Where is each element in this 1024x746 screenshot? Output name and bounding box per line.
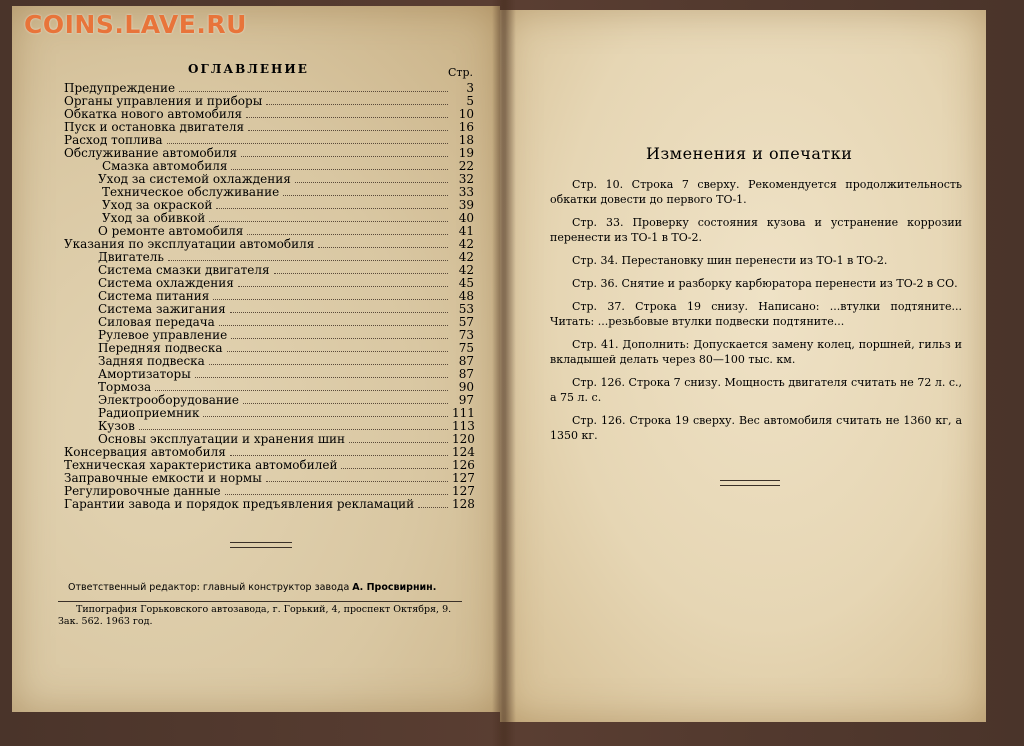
toc-entry-title: Уход за обивкой (102, 211, 206, 225)
toc-entry-title: Двигатель (98, 250, 164, 264)
toc-leader-dots (225, 494, 448, 495)
toc-entry-title: Основы эксплуатации и хранения шин (98, 432, 346, 446)
toc-leader-dots (349, 442, 448, 443)
toc-entry-title: Передняя подвеска (98, 341, 223, 355)
toc-leader-dots (241, 156, 448, 157)
toc-leader-dots (216, 208, 448, 209)
toc-leader-dots (219, 325, 448, 326)
toc-leader-dots (318, 247, 448, 248)
toc-entry-page: 127 (452, 484, 475, 498)
toc-entry-title: Гарантии завода и порядок предъявления рекламаций (64, 497, 415, 511)
toc-entry-page: 40 (458, 211, 474, 225)
toc-leader-dots (195, 377, 448, 378)
errata-item: Стр. 36. Снятие и разборку карбюратора перенести из ТО-2 в СО. (572, 277, 958, 290)
toc-entry-page: 22 (458, 159, 474, 173)
errata-item: Стр. 126. Строка 7 снизу. Мощность двигателя считать не 72 л. с., а 75 л. с. (550, 376, 962, 404)
toc-entry-title: Обслуживание автомобиля (64, 146, 238, 160)
toc-leader-dots (243, 403, 448, 404)
editor-credit (68, 582, 436, 593)
toc-entry-page: 16 (458, 120, 474, 134)
toc-leader-dots (179, 91, 448, 92)
toc-entry-title: Указания по эксплуатации автомобиля (64, 237, 315, 251)
toc-entry-page: 18 (458, 133, 474, 147)
toc-entry-title: Регулировочные данные (64, 484, 221, 498)
toc-entry-title: Рулевое управление (98, 328, 228, 342)
toc-leader-dots (209, 221, 448, 222)
table-of-contents (64, 82, 474, 511)
toc-entry-page: 57 (458, 315, 474, 329)
toc-leader-dots (139, 429, 448, 430)
toc-entry-page: 32 (458, 172, 474, 186)
editor-label: Ответственный редактор: главный конструктор завода (68, 582, 353, 593)
toc-entry-title: Расход топлива (64, 133, 163, 147)
toc-entry-title: Смазка автомобиля (102, 159, 228, 173)
toc-entry-title: Пуск и остановка двигателя (64, 120, 245, 134)
toc-entry-page: 127 (452, 471, 475, 485)
toc-entry-title: Заправочные емкости и нормы (64, 471, 262, 485)
toc-leader-dots (168, 260, 448, 261)
toc-entry-title: Силовая передача (98, 315, 215, 329)
toc-entry-title: Уход за окраской (102, 198, 213, 212)
toc-entry-page: 126 (452, 458, 475, 472)
toc-leader-dots (247, 234, 448, 235)
watermark: COINS.LAVE.RU (24, 10, 247, 39)
toc-leader-dots (230, 312, 448, 313)
toc-leader-dots (167, 143, 448, 144)
book-gutter (492, 0, 516, 746)
toc-leader-dots (248, 130, 448, 131)
toc-leader-dots (266, 104, 448, 105)
toc-entry-page: 120 (452, 432, 475, 446)
toc-entry-title: Амортизаторы (98, 367, 191, 381)
toc-entry-title: Техническое обслуживание (102, 185, 280, 199)
toc-entry-page: 19 (458, 146, 474, 160)
imprint-divider (58, 601, 462, 602)
toc-entry-title: Радиоприемник (98, 406, 200, 420)
toc-leader-dots (283, 195, 448, 196)
divider-rule (230, 542, 292, 548)
toc-entry-page: 33 (458, 185, 474, 199)
toc-entry-page: 97 (458, 393, 474, 407)
toc-entry-page: 90 (458, 380, 474, 394)
toc-entry-page: 87 (458, 367, 474, 381)
toc-entry-page: 53 (458, 302, 474, 316)
toc-entry-title: Тормоза (98, 380, 152, 394)
toc-entry-page: 111 (452, 406, 475, 420)
toc-leader-dots (209, 364, 448, 365)
toc-leader-dots (213, 299, 448, 300)
toc-entry-page: 48 (458, 289, 474, 303)
toc-entry-page: 128 (452, 497, 475, 511)
toc-entry-page: 73 (458, 328, 474, 342)
errata-item: Стр. 126. Строка 19 сверху. Вес автомобиля считать не 1360 кг, а 1350 кг. (550, 414, 962, 442)
errata-item: Стр. 37. Строка 19 снизу. Написано: ...втулки подтяните... Читать: ...резьбовые втулки подвески подтяните... (550, 300, 962, 328)
errata-list (550, 177, 962, 451)
editor-name: А. Просвирнин. (352, 582, 437, 593)
toc-entry-page: 3 (466, 81, 474, 95)
toc-entry-title: Консервация автомобиля (64, 445, 226, 459)
toc-entry-title: Электрооборудование (98, 393, 239, 407)
toc-entry-page: 113 (452, 419, 475, 433)
toc-leader-dots (246, 117, 448, 118)
toc-leader-dots (230, 455, 448, 456)
toc-entry-title: Обкатка нового автомобиля (64, 107, 243, 121)
errata-item: Стр. 10. Строка 7 сверху. Рекомендуется продолжительность обкатки довести до первого ТО-1. (550, 178, 962, 206)
errata-title: Изменения и опечатки (646, 144, 853, 163)
toc-entry-title: Система зажигания (98, 302, 226, 316)
toc-leader-dots (266, 481, 448, 482)
divider-rule (720, 480, 780, 486)
toc-entry-title: Задняя подвеска (98, 354, 205, 368)
toc-leader-dots (155, 390, 448, 391)
toc-entry-page: 42 (458, 263, 474, 277)
toc-entry-page: 75 (458, 341, 474, 355)
order-line: Зак. 562. 1963 год. (58, 616, 153, 627)
toc-entry-title: Система охлаждения (98, 276, 234, 290)
toc-leader-dots (418, 507, 448, 508)
printer-line: Типография Горьковского автозавода, г. Горький, 4, проспект Октября, 9. (76, 604, 452, 615)
toc-entry-page: 124 (452, 445, 475, 459)
toc-entry-page: 5 (466, 94, 474, 108)
toc-entry-page: 41 (458, 224, 474, 238)
toc-leader-dots (231, 169, 448, 170)
toc-leader-dots (274, 273, 448, 274)
toc-title: ОГЛАВЛЕНИЕ (188, 62, 309, 76)
toc-entry-title: Уход за системой охлаждения (98, 172, 291, 186)
toc-entry-page: 39 (458, 198, 474, 212)
toc-entry-title: Предупреждение (64, 81, 176, 95)
toc-entry-page: 87 (458, 354, 474, 368)
toc-leader-dots (341, 468, 448, 469)
toc-leader-dots (238, 286, 448, 287)
toc-page-header: Стр. (448, 66, 474, 79)
toc-entry-page: 45 (458, 276, 474, 290)
toc-entry-page: 42 (458, 237, 474, 251)
toc-leader-dots (203, 416, 448, 417)
toc-entry (64, 498, 474, 511)
toc-entry-page: 10 (458, 107, 474, 121)
toc-entry-title: Система смазки двигателя (98, 263, 270, 277)
errata-item: Стр. 41. Дополнить: Допускается замену колец, поршней, гильз и вкладышей делать через 80—100 тыс. км. (550, 338, 962, 366)
toc-entry-page: 42 (458, 250, 474, 264)
toc-entry-title: Техническая характеристика автомобилей (64, 458, 338, 472)
errata-item: Стр. 33. Проверку состояния кузова и устранение коррозии перенести из ТО-1 в ТО-2. (550, 216, 962, 244)
toc-leader-dots (295, 182, 448, 183)
errata-item: Стр. 34. Перестановку шин перенести из ТО-1 в ТО-2. (572, 254, 888, 267)
toc-entry-title: Органы управления и приборы (64, 94, 263, 108)
toc-entry-title: О ремонте автомобиля (98, 224, 244, 238)
toc-leader-dots (227, 351, 448, 352)
toc-leader-dots (231, 338, 448, 339)
toc-entry-title: Кузов (98, 419, 135, 433)
toc-entry-title: Система питания (98, 289, 210, 303)
